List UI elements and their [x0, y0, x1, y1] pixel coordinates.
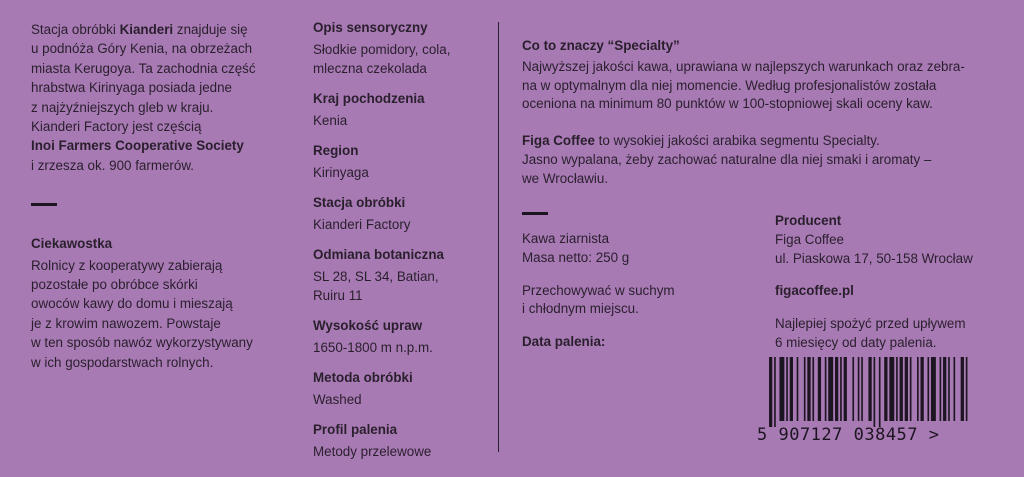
barcode-bars	[757, 357, 972, 427]
barcode-bar	[797, 357, 799, 421]
barcode-bar	[874, 357, 876, 427]
dash-divider	[522, 212, 548, 215]
producer-line: ul. Piaskowa 17, 50-158 Wrocław	[775, 250, 973, 266]
barcode-bar	[861, 357, 863, 421]
best-before-line: Najlepiej spożyć przed upływem	[775, 316, 966, 332]
product-block	[522, 212, 752, 352]
barcode-bar	[790, 357, 793, 421]
station-name: Kianderi	[119, 22, 174, 37]
barcode-bar	[852, 357, 854, 421]
barcode-bar	[889, 357, 894, 421]
fun-fact-line: owoców kawy do domu i mieszają	[31, 296, 233, 312]
spec-title: Odmiana botaniczna	[313, 247, 444, 262]
barcode-bar	[807, 357, 810, 421]
spec-country	[313, 89, 493, 130]
barcode-bar	[858, 357, 860, 421]
spec-process	[313, 368, 493, 409]
producer-block	[775, 212, 1005, 353]
barcode-bar	[812, 357, 814, 421]
specs-column	[313, 18, 493, 472]
barcode-bar	[966, 357, 968, 421]
fun-fact-line: Rolnicy z kooperatywy zabierają	[31, 257, 223, 273]
barcode-bar	[818, 357, 821, 421]
spec-variety	[313, 245, 493, 305]
spec-value: Słodkie pomidory, cola,	[313, 42, 451, 57]
barcode-bar	[943, 357, 946, 421]
barcode-bar	[940, 357, 942, 421]
barcode-bar	[931, 357, 936, 421]
barcode-bar	[961, 357, 964, 421]
figa-line: we Wrocławiu.	[522, 170, 609, 186]
barcode-bar	[835, 357, 838, 421]
barcode-bar	[954, 357, 956, 421]
barcode-bar	[905, 357, 908, 421]
producer-line: Figa Coffee	[775, 231, 844, 247]
figa-line: Jasno wypalana, żeby zachować naturalne dla niej smaki i aromaty –	[522, 151, 932, 167]
product-line: Masa netto: 250 g	[522, 249, 630, 265]
barcode-bar	[840, 357, 842, 421]
specialty-line: na w optymalnym dla niej momencie. Według profesjonalistów została	[522, 77, 937, 93]
spec-title: Opis sensoryczny	[313, 20, 428, 35]
intro-line: z najżyźniejszych gleb w kraju.	[31, 99, 214, 115]
intro-line: u podnóża Góry Kenia, na obrzeżach	[31, 41, 253, 57]
spec-value: mleczna czekolada	[313, 61, 427, 76]
brand-name: Figa Coffee	[522, 133, 595, 149]
fun-fact-line: je z krowim nawozem. Powstaje	[31, 315, 221, 331]
spec-region	[313, 141, 493, 182]
barcode-bar	[774, 357, 776, 427]
fun-fact-line: w ten sposób nawóz wykorzystywany	[31, 335, 253, 351]
barcode-bar	[910, 357, 912, 421]
intro-line: i zrzesza ok. 900 farmerów.	[31, 157, 194, 173]
figa-text: to wysokiej jakości arabika segmentu Specialty.	[594, 133, 880, 149]
barcode-bar	[900, 357, 903, 421]
roast-date-label: Data palenia:	[522, 334, 606, 350]
barcode-bar	[786, 357, 788, 421]
spec-value: Kenia	[313, 113, 348, 128]
barcode-bar	[917, 357, 919, 421]
intro-line: Kianderi Factory jest częścią	[31, 119, 202, 135]
intro-text: Stacja obróbki	[31, 22, 120, 37]
barcode-bar	[779, 357, 784, 421]
origin-column	[31, 20, 281, 372]
barcode-bar	[884, 357, 887, 421]
barcode-bar	[879, 357, 881, 427]
spec-title: Metoda obróbki	[313, 370, 413, 385]
spec-roast-profile	[313, 420, 493, 461]
spec-value: Kianderi Factory	[313, 217, 411, 232]
barcode	[757, 357, 987, 457]
best-before-line: 6 miesięcy od daty palenia.	[775, 334, 937, 350]
spec-value: SL 28, SL 34, Batian,	[313, 269, 439, 284]
fun-fact-line: w ich gospodarstwach rolnych.	[31, 354, 214, 370]
spec-station	[313, 193, 493, 234]
barcode-bar	[825, 357, 827, 421]
website-link[interactable]: figacoffee.pl	[775, 283, 854, 299]
producer-title: Producent	[775, 213, 842, 228]
specialty-title: Co to znaczy “Specialty”	[522, 38, 680, 53]
dash-divider	[31, 203, 57, 206]
spec-value: Kirinyaga	[313, 165, 369, 180]
storage-line: Przechowywać w suchym	[522, 282, 675, 298]
intro-line: miasta Kerugoya. Ta zachodnia część	[31, 60, 256, 76]
barcode-bar	[804, 357, 806, 421]
barcode-bar	[927, 357, 929, 421]
figa-line	[522, 132, 992, 151]
spec-value: Metody przelewowe	[313, 444, 432, 459]
spec-title: Wysokość upraw	[313, 318, 423, 333]
spec-value: 1650-1800 m n.p.m.	[313, 340, 433, 355]
specialty-line: oceniona na minimum 80 punktów w 100-stopniowej skali oceny kaw.	[522, 96, 933, 112]
product-line: Kawa ziarnista	[522, 231, 610, 246]
spec-value: Washed	[313, 392, 362, 407]
fun-fact-line: pozostałe po obróbce skórki	[31, 277, 198, 293]
spec-title: Region	[313, 143, 359, 158]
barcode-bar	[868, 357, 871, 421]
specialty-line: Najwyższej jakości kawa, uprawiana w najlepszych warunkach oraz zebra-	[522, 58, 965, 74]
storage-line: i chłodnym miejscu.	[522, 301, 639, 317]
spec-value: Ruiru 11	[313, 288, 363, 303]
spec-title: Profil palenia	[313, 422, 398, 437]
barcode-bar	[769, 357, 772, 427]
society-name: Inoi Farmers Cooperative Society	[31, 138, 244, 154]
specialty-block	[522, 37, 992, 189]
barcode-bar	[844, 357, 847, 421]
intro-line	[31, 20, 281, 39]
spec-sensory	[313, 18, 493, 78]
fun-fact-title: Ciekawostka	[31, 236, 113, 252]
barcode-bar	[828, 357, 833, 421]
spec-altitude	[313, 316, 493, 357]
barcode-bar	[920, 357, 923, 421]
barcode-digits: 5 907127 038457 >	[757, 425, 940, 445]
intro-line: hrabstwa Kirinyaga posiada jedne	[31, 80, 232, 96]
spec-title: Kraj pochodzenia	[313, 91, 425, 106]
intro-text-end: znajduje się	[173, 22, 248, 37]
vertical-divider	[498, 22, 499, 452]
barcode-bar	[896, 357, 898, 421]
barcode-bar	[948, 357, 950, 421]
spec-title: Stacja obróbki	[313, 195, 406, 210]
